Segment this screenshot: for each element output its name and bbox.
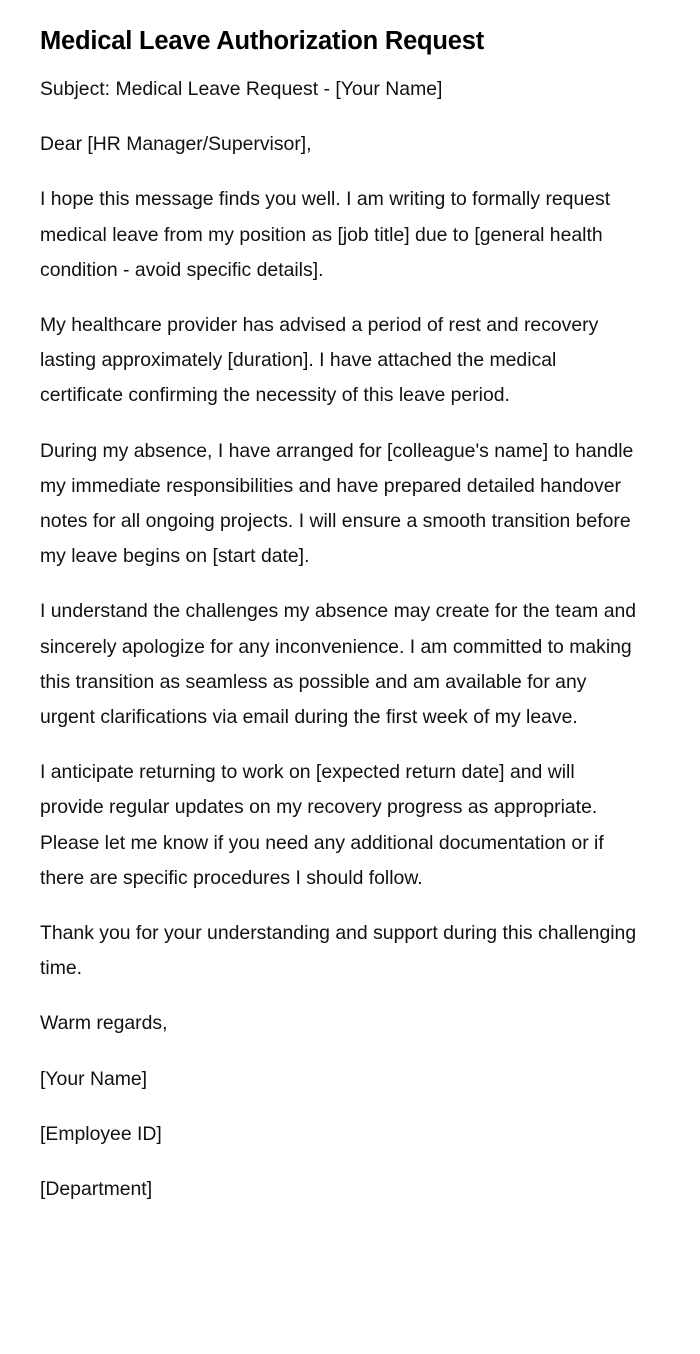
- closing: Warm regards,: [40, 1012, 168, 1035]
- page-title: Medical Leave Authorization Request: [40, 27, 485, 55]
- salutation: Dear [HR Manager/Supervisor],: [40, 133, 312, 156]
- signature-employee-id: [Employee ID]: [40, 1122, 162, 1145]
- body-paragraph: I anticipate returning to work on [expected return date] and will provide regular updates on my recovery progress as appropriate. Please let me know if you need any additional documentation or if there are specific procedures I should follow.: [40, 761, 604, 889]
- subject-line: Subject: Medical Leave Request - [Your Name]: [40, 78, 443, 100]
- signature-name: [Your Name]: [40, 1067, 148, 1090]
- signature-department: [Department]: [40, 1178, 153, 1201]
- body-paragraph: My healthcare provider has advised a period of rest and recovery lasting approximately [duration]. I have attached the medical certificate confirming the necessity of this leave period.: [40, 314, 599, 407]
- body-paragraph: During my absence, I have arranged for [colleague's name] to handle my immediate responsibilities and have prepared detailed handover notes for all ongoing projects. I will ensure a smooth transition before my leave begins on [start date].: [40, 439, 634, 568]
- body-paragraph: I understand the challenges my absence may create for the team and sincerely apologize for any inconvenience. I am committed to making this transition as seamless as possible and am available for any urgent clarifications via email during the first week of my leave.: [40, 600, 637, 729]
- body-paragraph: I hope this message finds you well. I am writing to formally request medical leave from my position as [job title] due to [general health condition - avoid specific details].: [40, 188, 611, 281]
- body-paragraph: Thank you for your understanding and support during this challenging time.: [40, 922, 637, 980]
